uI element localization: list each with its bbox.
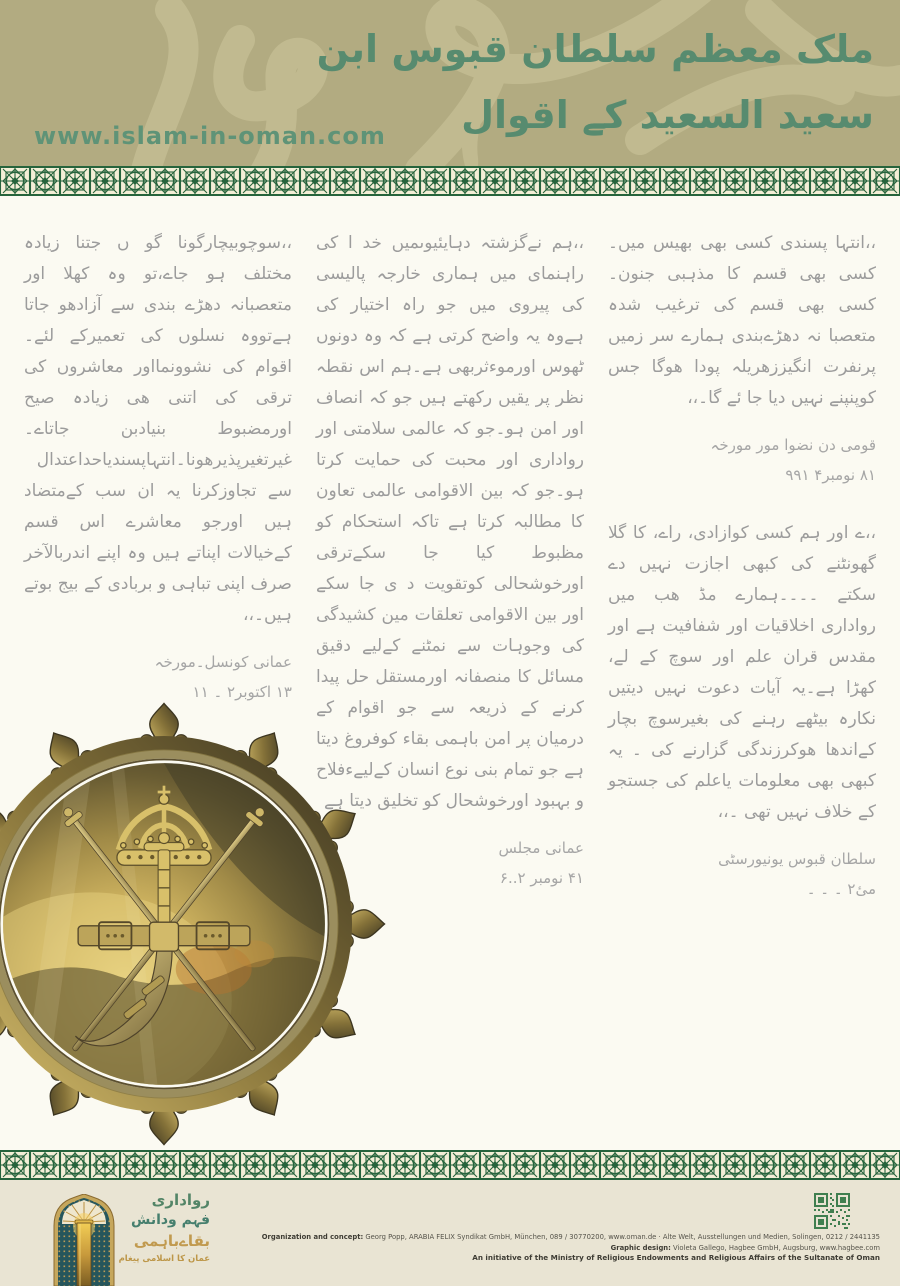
credits-label-design: Graphic design:	[610, 1243, 671, 1252]
quote-column-left	[24, 228, 292, 707]
ornamental-border-top	[0, 166, 900, 196]
oman-national-emblem-photo	[0, 698, 390, 1150]
credits-line-2	[240, 1243, 880, 1254]
qr-code-icon	[814, 1193, 850, 1229]
logo-line-coexistence: بقاےباہمی	[133, 1231, 210, 1250]
logo-line-tolerance: رواداری	[151, 1191, 210, 1209]
website-url[interactable]: www.islam-in-oman.com	[34, 122, 386, 150]
header	[0, 0, 900, 166]
credits	[240, 1232, 880, 1264]
credits-line-3: An initiative of the Ministry of Religious Endowments and Religious Affairs of the Sultanate of Oman	[472, 1253, 880, 1262]
logo-line-tagline: عمان کا اسلامی پیغام	[118, 1253, 210, 1264]
footer	[0, 1180, 900, 1286]
quote-attribution-date: میٔ۲ ۔ ۔ ۔	[806, 880, 876, 898]
credits-line-1	[240, 1232, 880, 1243]
star-pattern-border	[0, 1150, 900, 1180]
title-line-1: ملک معظم سلطان قبوس ابن	[316, 27, 874, 71]
mihrab-logo-icon	[52, 1194, 116, 1286]
quote-attribution-source: سلطان قبوس یونیورسٹی	[718, 850, 876, 868]
quote-attribution-source: عمانی مجلس	[498, 839, 584, 857]
quote-attribution-date: ۸۱ نومبر۴ ۹۹۱	[785, 466, 876, 484]
quote-text: ،،انتہا پسندی کسی بھی بھیس میں۔کسی بھی قسم کا مذہبی جنون۔کسی بھی قسم کی ترغیب شدہ متعصبا نہ دھڑےبندی ہمارے سر زمیں پرنفرت انگیززھریلہ پودا ھوگا جس کوپنپنے نہیں دیا جا ئے گا۔،،	[608, 233, 876, 408]
quote-attribution-date: ۴۱ نومبر ۲..۶	[499, 869, 584, 887]
quote-column-right	[608, 228, 876, 904]
logo-line-understanding: فہم ودانش	[131, 1212, 210, 1228]
quote-text: ،،ہم نےگزشتہ دہایئیوںمیں خد ا کی راہنمای میں ہماری خارجہ پالیسی کی پیروی میں جو راہ اختیار کی ہےوہ یہ واضح کرتی ہے کہ وہ دونوں ٹھوس اورموءثربھی ہے۔ہم اس نقطہ نظر پر یقیں رکھتے ہیں جو کہ انصاف اور امن ہو۔جو کہ عالمی سلامتی اور رواداری اور محبت کی حمایت کرتا ہو۔جو کہ بین الاقوامی عالمی تعاون کا مطالبہ کرتا ہے تاکہ استحکام کو مظبوط کیا جا سکےترقی اورخوشحالی کوتقویت د ی جا سکے اور بین الاقوامی تعلقات مین کشیدگی کی وجوہات سے نمٹنے کےلیے دقیق مسائل کا منصفانہ اورمستقل حل پیدا کرنے کے ذریعہ سے جو اقوام کے درمیان پر امن باہمی بقاء کوفروغ دیتا ہے جو تمام بنی نوع انسان کےلیےءفلاح و بہبود اورخوشحال کو تخلیق دیتا ہے	[316, 233, 584, 811]
quote-attribution-source: عمانی کونسل۔مورخہ	[154, 653, 292, 671]
quote-text: ،،ے اور ہم کسی کوازادی، راے، کا گلا گھونٹنے کی کبھی اجازت نہیں دے سکتے ۔۔۔۔ہمارے مڈ ھب میں رواداری اخلاقیات اور شفافیت ہے اور مقدس قران علم اور سوچ کے لے، کھڑا ہے۔یہ آیات دعوت نہیں دیتیں نکارہ بیٹھے رہنے کی بغیرسوچ بچار کےاندھا ھوکرزندگی گزارنے کی ۔ یہ کبھی بھی معلومات یاعلم کی جستجو کے خلاف نہیں تھی ۔،،	[608, 523, 876, 822]
title-line-2: سعید السعید کے اقوال	[461, 93, 874, 137]
star-pattern-border	[0, 166, 900, 196]
quote-attribution-date: ۱۳ اکتوبر۲ ۔ ۱۱	[192, 683, 292, 701]
credits-label-organization: Organization and concept:	[261, 1233, 364, 1241]
logo-wordmark	[116, 1190, 210, 1265]
credits-text-organization: Georg Popp, ARABIA FELIX Syndikat GmbH, München, 089 / 30770200, www.oman.de · Alte Welt, Ausstellungen und Medien, Solingen, 0212 / 2441135	[363, 1233, 880, 1241]
quote-attribution-source: قومی دن نضوا مور مورخہ	[710, 436, 876, 454]
ornamental-border-bottom	[0, 1150, 900, 1180]
credits-text-design: Violeta Gallego, Hagbee GmbH, Augsburg, www.hagbee.com	[670, 1243, 880, 1252]
quote-text: ،،سوچوبیچارگونا گو ں جتنا زیادہ مختلف ہو جاے،تو وہ کھلا اور متعصبانہ دھڑے بندی سے آزادھو جاتا ہےتووہ نسلوں کی تعمیرکے لئے۔ اقوام کی نشوونمااور معاشروں کی ترقی کی اتنی ھی زیادہ صیح اورمضبوط بنیادبن جاتاے۔غیرتغیرپذیرھونا۔انتہاپسندیاحداعتدال سے تجاوزکرنا یہ ان سب کےمتضاد ہیں اورجو معاشرے اس قسم کےخیالات اپناتے ہیں وہ اپنے اندربالآخر صرف اپنی تباہی و بربادی کے بیج بوتے ہیں۔،،	[24, 233, 292, 625]
